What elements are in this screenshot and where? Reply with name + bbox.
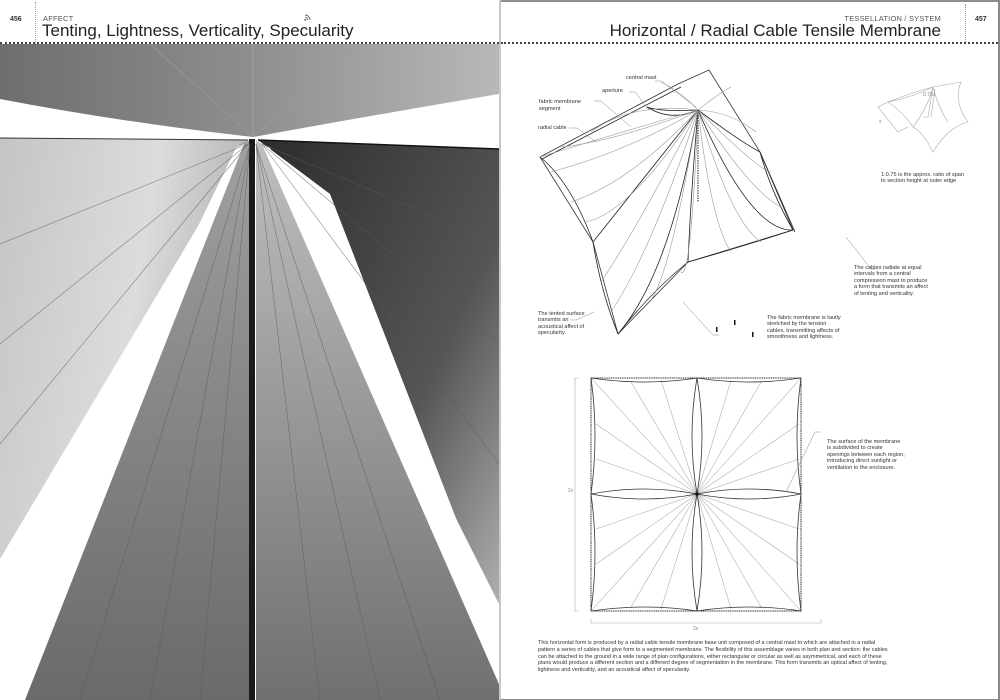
section-sketch (873, 77, 968, 157)
note-line: The fabric membrane is tautly (767, 315, 841, 321)
note-line: a form that transmits an affect (854, 284, 928, 291)
note-line: is subdivided to create (827, 445, 883, 452)
note-tented-surface (538, 311, 585, 337)
body-line: plans would produce a different section and a different degree of segmentation in the membrane. This form transmits an optical affect of tenting, (538, 660, 888, 667)
note-line: The tented surface (538, 311, 585, 317)
page-number-left: 456 (10, 16, 22, 23)
label-fabric-membrane-segment (539, 99, 581, 112)
header-divider (965, 4, 966, 44)
photo-mast (249, 139, 255, 700)
dim-plan-width: 2x (693, 626, 699, 632)
dim-plan-height: 2x (568, 488, 574, 494)
note-line: The surface of the membrane (827, 439, 901, 445)
right-page (501, 2, 998, 699)
plan-mast (695, 492, 699, 496)
header-divider (35, 2, 36, 44)
page-title-left: Tenting, Lightness, Verticality, Specularity (42, 21, 354, 40)
section-caption (881, 172, 964, 185)
header-rule (501, 42, 998, 44)
body-line: lightness and verticality, and an acoustical affect of specularity. (538, 667, 691, 674)
page-title-right: Horizontal / Radial Cable Tensile Membrane (609, 21, 941, 40)
note-fabric-membrane (767, 315, 841, 341)
label-aperture: aperture (602, 88, 623, 94)
section-label-right: TESSELLATION / SYSTEM (844, 14, 941, 23)
dim-bracket-height (575, 378, 579, 611)
note-line: smoothness and lightness. (767, 334, 834, 341)
note-line: of tenting and verticality. (854, 290, 914, 297)
note-cables (854, 265, 928, 297)
note-line: openings between each region, (827, 451, 905, 458)
note-line: specularity. (538, 330, 566, 337)
label-line: fabric membrane (539, 99, 581, 105)
label-radial-cable: radial cable (538, 125, 567, 131)
note-line: intervals from a central (854, 271, 911, 278)
caption-line: to section height at outer edge (881, 178, 957, 185)
dim-section-height: 0.75x (923, 92, 936, 98)
note-line: acoustical affect of (538, 323, 585, 330)
label-line: segment (539, 105, 561, 112)
page-number-right: 457 (975, 16, 987, 23)
dim-bracket-width (591, 619, 821, 623)
note-line: introducing direct sunlight or (827, 458, 897, 465)
note-line: compression mast to produce (854, 277, 928, 284)
feed-icon (304, 14, 311, 23)
note-line: stretched by the tension (767, 321, 827, 328)
tensile-membrane-photograph (0, 44, 499, 700)
note-plan-surface (827, 439, 905, 471)
note-line: ventilation to the enclosure. (827, 464, 896, 471)
body-line: This horizontal form is produced by a radial cable tensile membrane base unit composed of a central mast to which are attached in a radial (538, 640, 876, 646)
body-paragraph (538, 640, 958, 674)
caption-line: 1:0.75 is the approx. ratio of span (881, 172, 965, 178)
section-label-left: AFFECT (43, 14, 74, 23)
note-line: transmits an (538, 317, 569, 324)
body-line: pattern a series of cables that give form to a segmented membrane. The flexibility of this assemblage varies in both plan and section: the cables (538, 646, 888, 653)
body-line: can be attached to the ground in a wide range of plan configurations, either rectangular or circular as well as asymmetrical, and each of these (538, 653, 882, 660)
right-page-header (501, 2, 998, 44)
note-line: cables, transmitting affects of (767, 327, 840, 334)
dim-section-side: x (879, 119, 882, 125)
axonometric-diagram (531, 72, 871, 347)
note-line: The cables radiate at equal (854, 265, 922, 271)
plan-diagram (571, 374, 821, 634)
label-central-mast: central mast (626, 75, 657, 81)
left-page-header (0, 0, 499, 44)
left-page (0, 0, 499, 700)
